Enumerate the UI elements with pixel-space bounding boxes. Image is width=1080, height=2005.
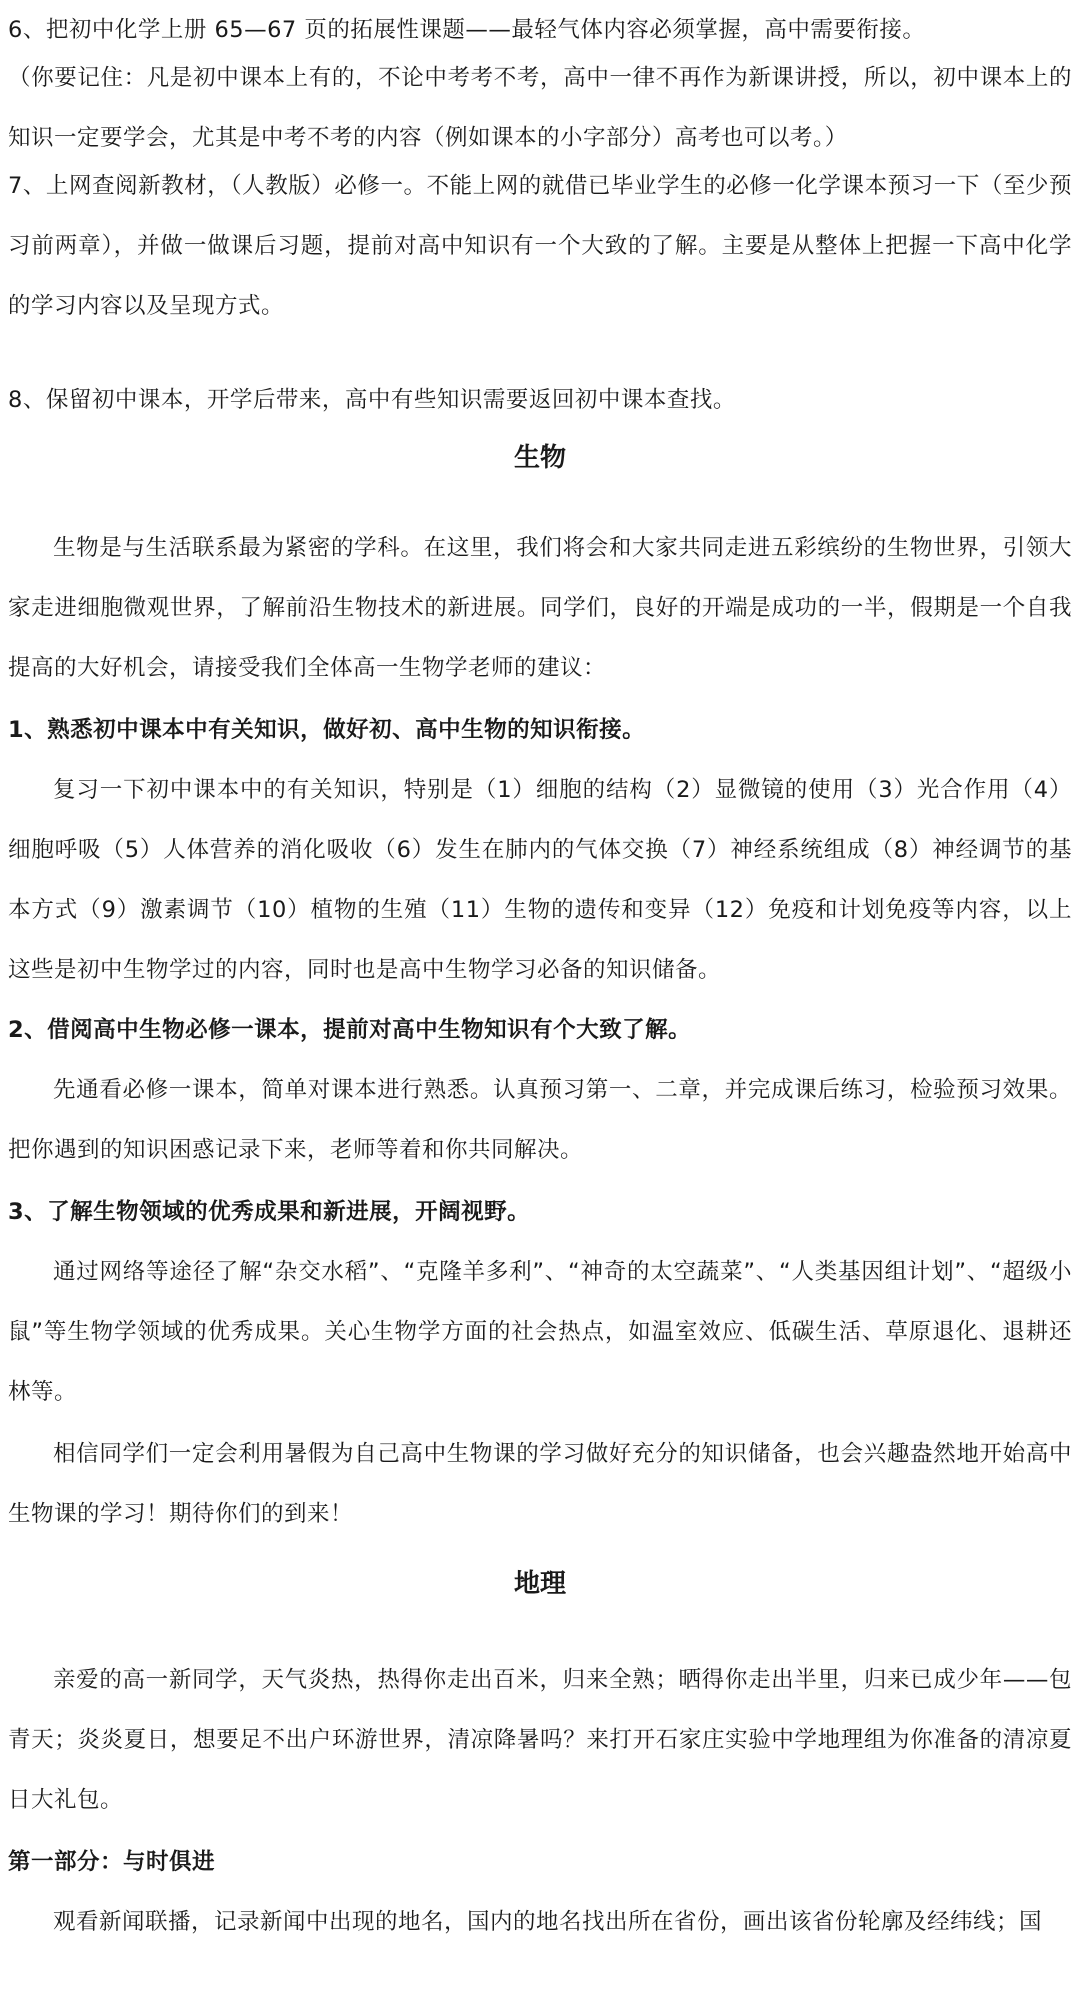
- biology-paragraph-3: 通过网络等途径了解“杂交水稻”、“克隆羊多利”、“神奇的太空蔬菜”、“人类基因组计划”、“超级小鼠”等生物学领域的优秀成果。关心生物学方面的社会热点，如温室效应、低碳生活、草原退化、退耕还林等。: [8, 1259, 1072, 1405]
- biology-paragraph-2: 先通看必修一课本，简单对课本进行熟悉。认真预习第一、二章，并完成课后练习，检验预习效果。把你遇到的知识困惑记录下来，老师等着和你共同解决。: [8, 1077, 1072, 1163]
- biology-intro: 生物是与生活联系最为紧密的学科。在这里，我们将会和大家共同走进五彩缤纷的生物世界，引领大家走进细胞微观世界，了解前沿生物技术的新进展。同学们，良好的开端是成功的一半，假期是一个自我提高的大好机会，请接受我们全体高一生物学老师的建议：: [8, 535, 1072, 681]
- chemistry-item-7: 7、上网查阅新教材，（人教版）必修一。不能上网的就借已毕业学生的必修一化学课本预习一下（至少预习前两章），并做一做课后习题，提前对高中知识有一个大致的了解。主要是从整体上把握一下高中化学的学习内容以及呈现方式。: [8, 173, 1072, 319]
- geography-part-1-heading: 第一部分：与时俱进: [8, 1849, 216, 1875]
- biology-heading: 生物: [513, 443, 566, 473]
- biology-heading-2: 2、借阅高中生物必修一课本，提前对高中生物知识有个大致了解。: [8, 1017, 692, 1043]
- geography-paragraph-1: 观看新闻联播，记录新闻中出现的地名，国内的地名找出所在省份，画出该省份轮廓及经纬线；国: [53, 1909, 1043, 1935]
- biology-closing: 相信同学们一定会利用暑假为自己高中生物课的学习做好充分的知识储备，也会兴趣盎然地开始高中生物课的学习！期待你们的到来！: [8, 1441, 1072, 1527]
- geography-intro: 亲爱的高一新同学，天气炎热，热得你走出百米，归来全熟；晒得你走出半里，归来已成少年——包青天；炎炎夏日，想要足不出户环游世界，清凉降暑吗？来打开石家庄实验中学地理组为你准备的清凉夏日大礼包。: [8, 1667, 1072, 1813]
- biology-heading-3: 3、了解生物领域的优秀成果和新进展，开阔视野。: [8, 1199, 531, 1225]
- chemistry-item-8: 8、保留初中课本，开学后带来，高中有些知识需要返回初中课本查找。: [8, 387, 736, 413]
- biology-paragraph-1: 复习一下初中课本中的有关知识，特别是（1）细胞的结构（2）显微镜的使用（3）光合作用（4）细胞呼吸（5）人体营养的消化吸收（6）发生在肺内的气体交换（7）神经系统组成（8）神经调节的基本方式（9）激素调节（10）植物的生殖（11）生物的遗传和变异（12）免疫和计划免疫等内容，以上这些是初中生物学过的内容，同时也是高中生物学习必备的知识储备。: [8, 777, 1072, 983]
- chemistry-remember-note: （你要记住：凡是初中课本上有的，不论中考考不考，高中一律不再作为新课讲授，所以，初中课本上的知识一定要学会，尤其是中考不考的内容（例如课本的小字部分）高考也可以考。）: [8, 65, 1072, 151]
- geography-heading: 地理: [513, 1569, 566, 1599]
- biology-heading-1: 1、熟悉初中课本中有关知识，做好初、高中生物的知识衔接。: [8, 717, 646, 743]
- chemistry-item-6: 6、把初中化学上册 65—67 页的拓展性课题——最轻气体内容必须掌握，高中需要衔接。: [8, 17, 926, 43]
